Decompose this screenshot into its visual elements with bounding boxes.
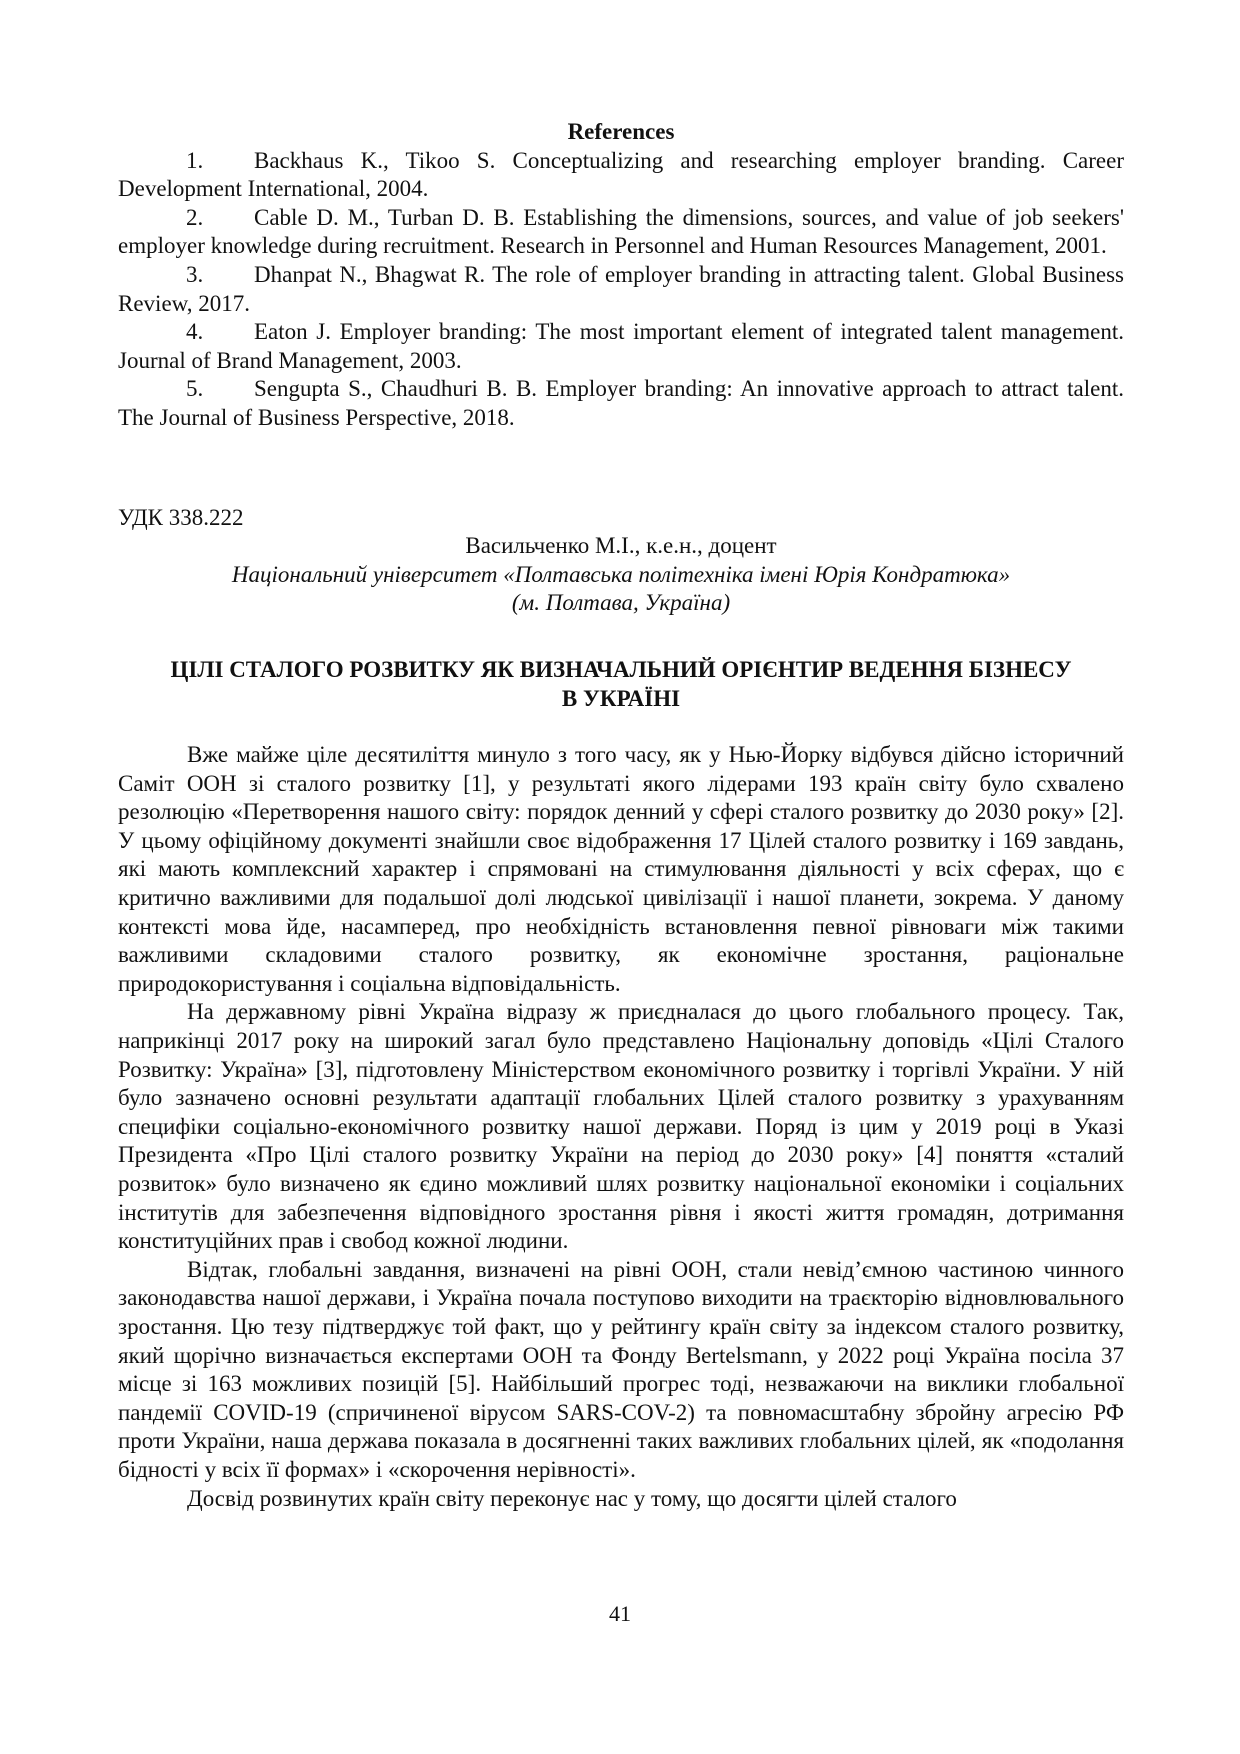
article-title-line-2: В УКРАЇНІ	[561, 685, 681, 711]
article-title	[118, 656, 1124, 713]
reference-number: 5.	[186, 376, 204, 402]
references-heading: References	[567, 119, 675, 144]
body-paragraph-4: Досвід розвинутих країн світу переконує нас у тому, що досягти цілей сталого	[187, 1485, 957, 1511]
page-number: 41	[609, 1601, 631, 1626]
references-section	[118, 118, 1124, 433]
reference-item-1	[118, 147, 1124, 204]
reference-number: 3.	[186, 261, 204, 287]
reference-item-3	[118, 261, 1124, 318]
reference-number: 4.	[186, 319, 204, 345]
body-paragraph-3: Відтак, глобальні завдання, визначені на рівні ООН, стали невід’ємною частиною чинного законодавства нашої держави, і Україна почала поступово виходити на траєкторію відновлювального зростання. Цю тезу підтверджує той факт, що у рейтингу країн світу за індексом сталого розвитку, який щорічно визначається експертами ООН та Фонду Bertelsmann, у 2022 році Україна посіла 37 місце зі 163 можливих позицій [5]. Найбільший прогрес тоді, незважаючи на виклики глобальної пандемії COVID-19 (спричиненої вірусом SARS-COV-2) та повномасштабну збройну агресію РФ проти України, наша держава показала в досягненні таких важливих глобальних цілей, як «подолання бідності у всіх її формах» і «скорочення нерівності».	[118, 1256, 1124, 1482]
author-line: Васильченко М.І., к.е.н., доцент	[465, 533, 777, 559]
page-content	[118, 118, 1124, 1513]
location: (м. Полтава, Україна)	[511, 590, 731, 616]
reference-number: 2.	[186, 204, 204, 230]
reference-text: Backhaus K., Tikoo S. Conceptualizing and researching employer branding. Career Development International, 2004.	[118, 147, 1124, 202]
article-section	[118, 504, 1124, 1514]
udk-code: УДК 338.222	[118, 504, 244, 530]
reference-item-5	[118, 375, 1124, 432]
reference-text: Eaton J. Employer branding: The most important element of integrated talent management. Journal of Brand Management, 2003.	[118, 319, 1124, 373]
reference-text: Dhanpat N., Bhagwat R. The role of employer branding in attracting talent. Global Business Review, 2017.	[118, 261, 1124, 316]
article-title-line-1: ЦІЛІ СТАЛОГО РОЗВИТКУ ЯК ВИЗНАЧАЛЬНИЙ ОРІЄНТИР ВЕДЕННЯ БІЗНЕСУ	[170, 656, 1072, 682]
body-paragraph-1: Вже майже ціле десятиліття минуло з того часу, як у Нью-Йорку відбувся дійсно історичний Саміт ООН зі сталого розвитку [1], у результаті якого лідерами 193 країн світу було схвалено резолюцію «Перетворення нашого світу: порядок денний у сфері сталого розвитку до 2030 року» [2]. У цьому офіційному документі знайшли своє відображення 17 Цілей сталого розвитку і 169 завдань, які мають комплексний характер і спрямовані на стимулювання діяльності у всіх сферах, що є критично важливими для подальшої долі людської цивілізації і нашої планети, зокрема. У даному контексті мова йде, насамперед, про необхідність встановлення певної рівноваги між такими важливими складовими сталого розвитку, як економічне зростання, раціональне природокористування і соціальна відповідальність.	[118, 742, 1124, 996]
affiliation: Національний університет «Полтавська політехніка імені Юрія Кондратюка»	[231, 561, 1011, 587]
body-paragraph-2: На державному рівні Україна відразу ж приєдналася до цього глобального процесу. Так, наприкінці 2017 року на широкий загал було представлено Національну доповідь «Цілі Сталого Розвитку: Україна» [3], підготовлену Міністерством економічного розвитку і торгівлі України. У ній було зазначено основні результати адаптації глобальних Цілей сталого розвитку з урахуванням специфіки соціально-економічного розвитку нашої держави. Поряд із цим у 2019 році в Указі Президента «Про Цілі сталого розвитку України на період до 2030 року» [4] поняття «сталий розвиток» було визначено як єдино можливий шлях розвитку національної економіки і соціальних інститутів для забезпечення відповідного зростання рівня і якості життя громадян, дотримання конституційних прав і свобод кожної людини.	[118, 999, 1124, 1254]
reference-number: 1.	[186, 147, 204, 173]
reference-item-2	[118, 204, 1124, 261]
reference-item-4	[118, 318, 1124, 375]
reference-text: Cable D. M., Turban D. B. Establishing the dimensions, sources, and value of job seekers' employer knowledge during recruitment. Research in Personnel and Human Resources Management, 2001.	[118, 204, 1124, 259]
reference-text: Sengupta S., Chaudhuri B. B. Employer branding: An innovative approach to attract talent. The Journal of Business Perspective, 2018.	[118, 376, 1124, 430]
